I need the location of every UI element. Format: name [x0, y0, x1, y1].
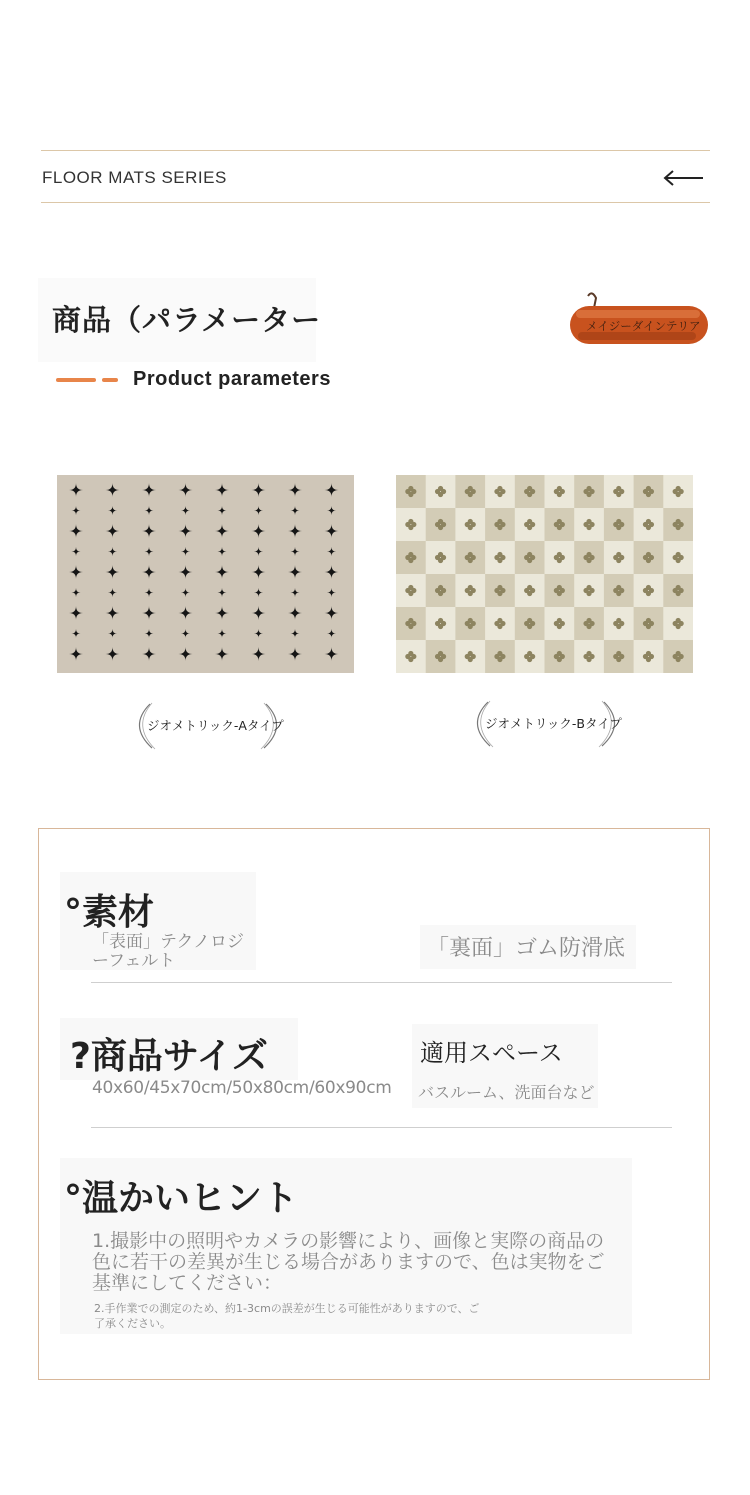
checker-cell: [574, 475, 604, 509]
checker-cell: [663, 574, 693, 608]
accent-dash: [56, 378, 96, 382]
checker-cell: [455, 541, 485, 575]
checker-cell: [574, 541, 604, 575]
divider: [91, 982, 672, 983]
checker-cell: [426, 574, 456, 608]
hint-note2-line2: 了承ください。: [94, 1317, 171, 1330]
checker-cell: [515, 475, 545, 509]
checker-cell: [426, 640, 456, 673]
hint-note1-line1: 1.撮影中の照明やカメラの影響により、画像と実際の商品の: [92, 1230, 605, 1252]
checker-cell: [485, 607, 515, 641]
checker-cell: [455, 607, 485, 641]
checker-cell: [515, 640, 545, 673]
checker-cell: [634, 541, 664, 575]
checker-cell: [545, 607, 575, 641]
checker-cell: [485, 640, 515, 673]
checker-cell: [426, 541, 456, 575]
checker-cell: [485, 508, 515, 542]
checker-cell: [604, 541, 634, 575]
checker-cell: [485, 475, 515, 509]
checker-cell: [604, 640, 634, 673]
checker-cell: [574, 640, 604, 673]
mat-a-image[interactable]: [57, 475, 354, 673]
hint-note2-line1: 2.手作業での測定のため、約1-3cmの誤差が生じる可能性がありますので、ご: [94, 1302, 480, 1315]
divider: [91, 1127, 672, 1128]
material-back: 「裏面」ゴム防滑底: [427, 936, 626, 961]
checker-cell: [574, 607, 604, 641]
checker-cell: [663, 475, 693, 509]
checker-cell: [604, 508, 634, 542]
space-title: 適用スペース: [420, 1039, 563, 1067]
hint-note1-line3: 基準にしてください：: [92, 1272, 283, 1294]
checker-cell: [515, 574, 545, 608]
hint-note1-line2: 色に若干の差異が生じる場合がありますので、色は実物をご: [92, 1251, 605, 1273]
size-title: ?商品サイズ: [70, 1036, 269, 1077]
checker-cell: [515, 508, 545, 542]
checker-cell: [663, 541, 693, 575]
space-values: バスルーム、洗面台など: [418, 1083, 595, 1102]
mat-b-image[interactable]: [396, 475, 693, 673]
checker-cell: [455, 640, 485, 673]
checker-cell: [396, 607, 426, 641]
checker-cell: [485, 574, 515, 608]
section-title-en: Product parameters: [133, 368, 331, 390]
checker-cell: [455, 508, 485, 542]
checker-cell: [634, 508, 664, 542]
checker-cell: [396, 541, 426, 575]
checker-cell: [545, 541, 575, 575]
checker-cell: [604, 574, 634, 608]
checker-cell: [426, 475, 456, 509]
checker-cell: [426, 508, 456, 542]
checker-cell: [634, 574, 664, 608]
size-values: 40x60/45x70cm/50x80cm/60x90cm: [92, 1078, 392, 1098]
checker-cell: [663, 508, 693, 542]
checker-cell: [604, 475, 634, 509]
header-bottom-rule: [41, 202, 710, 203]
series-title: FLOOR MATS SERIES: [42, 168, 227, 187]
hint-title: °温かいヒント: [64, 1178, 299, 1219]
brand-name: メイジーダインテリア: [586, 319, 701, 333]
section-title-jp: 商品（パラメーター: [52, 303, 322, 337]
checker-cell: [574, 508, 604, 542]
checker-cell: [634, 475, 664, 509]
material-title: °素材: [64, 892, 155, 933]
checker-cell: [574, 574, 604, 608]
checker-cell: [515, 541, 545, 575]
product-b-label: ジオメトリック-Bタイプ: [485, 716, 622, 731]
checker-cell: [634, 607, 664, 641]
material-surface-line1: 「表面」テクノロジ: [92, 932, 244, 952]
checker-cell: [545, 475, 575, 509]
checker-cell: [604, 607, 634, 641]
product-a-label: ジオメトリック-Aタイプ: [147, 718, 284, 733]
checker-cell: [515, 607, 545, 641]
checker-cell: [396, 475, 426, 509]
checker-cell: [426, 607, 456, 641]
checker-cell: [396, 574, 426, 608]
checker-cell: [485, 541, 515, 575]
material-surface-line2: ーフェルト: [92, 951, 176, 971]
checker-cell: [663, 640, 693, 673]
checker-cell: [396, 640, 426, 673]
arrow-left-icon[interactable]: [662, 170, 704, 186]
checker-cell: [663, 607, 693, 641]
checker-cell: [634, 640, 664, 673]
checker-cell: [396, 508, 426, 542]
checker-cell: [455, 574, 485, 608]
header-top-rule: [41, 150, 710, 151]
checker-cell: [545, 574, 575, 608]
checker-cell: [545, 640, 575, 673]
accent-dash-short: [102, 378, 118, 382]
checker-cell: [545, 508, 575, 542]
checker-cell: [455, 475, 485, 509]
